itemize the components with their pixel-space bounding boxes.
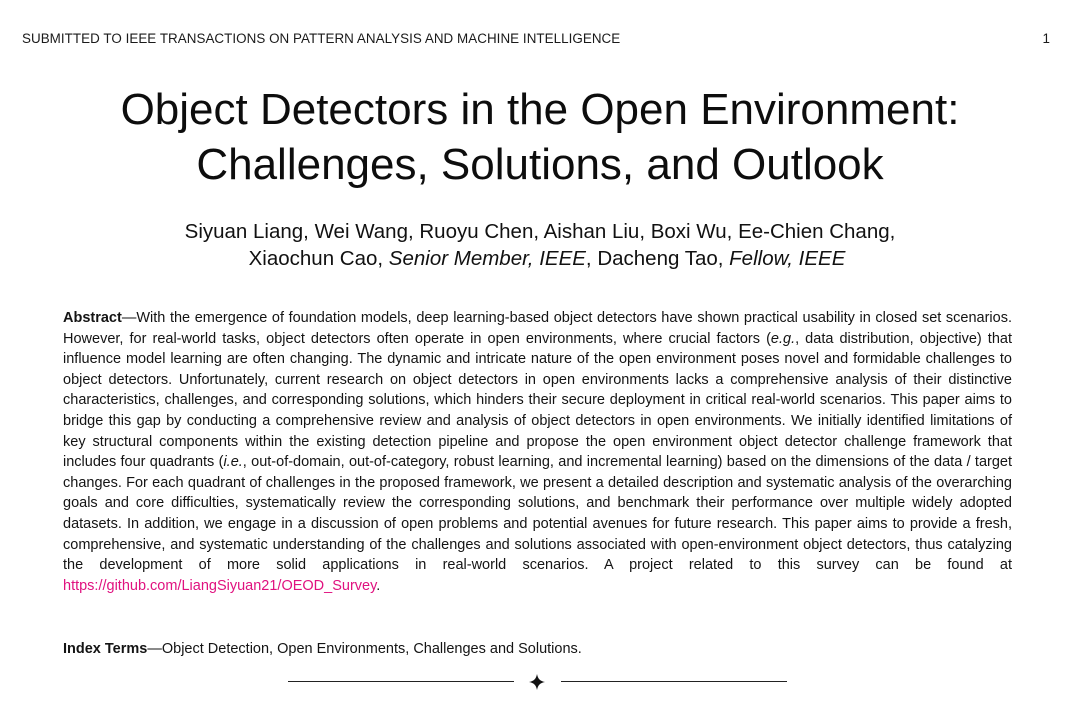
author-list	[0, 218, 1080, 272]
index-terms-text: Object Detection, Open Environments, Challenges and Solutions.	[161, 641, 582, 657]
author-name: , Dacheng Tao,	[585, 247, 730, 270]
author-membership: Fellow, IEEE	[729, 247, 846, 270]
author-name: Xiaochun Cao,	[248, 247, 389, 270]
abstract	[63, 308, 1012, 596]
page-number: 1	[1042, 31, 1050, 46]
abstract-eg: e.g.	[770, 330, 796, 347]
section-separator	[288, 672, 787, 692]
abstract-end: .	[376, 577, 381, 594]
abstract-label: Abstract	[63, 310, 122, 326]
abstract-text: , data distribution, objective) that influence model learning are often changing. The dynamic and intricate nature of the open environment poses novel and formidable challenges to object detectors. Unfortunately, current research on object detectors in open environments lacks a comprehensive analysis of their distinctive characteristics, challenges, and corresponding solutions, which hinders their secure deployment in critical real-world scenarios. This paper aims to bridge this gap by conducting a comprehensive review and analysis of object detectors in open environments. We initially identified limitations of key structural components within the existing detection pipeline and propose the open environment object detector challenge framework that includes four quadrants (	[63, 330, 1012, 471]
title-line-2: Challenges, Solutions, and Outlook	[196, 140, 884, 189]
separator-rule-left	[288, 681, 514, 682]
authors-line-1: Siyuan Liang, Wei Wang, Ruoyu Chen, Aishan Liu, Boxi Wu, Ee-Chien Chang,	[184, 220, 896, 243]
abstract-text: , out-of-domain, out-of-category, robust learning, and incremental learning) based on the dimensions of the data / target changes. For each quadrant of challenges in the proposed framework, we present a detailed description and systematic analysis of the overarching goals and core difficulties, systematically review the corresponding solutions, and benchmark their performance over multiple widely adopted datasets. In addition, we engage in a discussion of open problems and potential avenues for future research. This paper aims to provide a fresh, comprehensive, and systematic understanding of the challenges and solutions associated with open-environment object detectors, thus catalyzing the development of more solid applications in real-world scenarios. A project related to this survey can be found at	[63, 454, 1012, 574]
abstract-text: With the emergence of foundation models, deep learning-based object detectors have shown practical usability in closed set scenarios. However, for real-world tasks, object detectors often operate in open environments, where crucial factors (	[63, 310, 1012, 347]
author-membership: Senior Member, IEEE	[388, 247, 586, 270]
authors-line-2	[0, 245, 1080, 272]
index-terms-label: Index Terms	[63, 641, 148, 657]
abstract-ie: i.e.	[223, 454, 243, 471]
index-terms	[63, 639, 1012, 660]
diamond-ornament-icon	[528, 673, 546, 691]
index-terms-dash: —	[147, 641, 162, 657]
project-link[interactable]: https://github.com/LiangSiyuan21/OEOD_Survey	[63, 577, 377, 594]
title-line-1: Object Detectors in the Open Environment:	[120, 85, 960, 134]
abstract-dash: —	[121, 310, 137, 326]
separator-rule-right	[561, 681, 787, 682]
running-head: SUBMITTED TO IEEE TRANSACTIONS ON PATTERN ANALYSIS AND MACHINE INTELLIGENCE	[22, 31, 621, 46]
paper-title	[0, 82, 1080, 192]
